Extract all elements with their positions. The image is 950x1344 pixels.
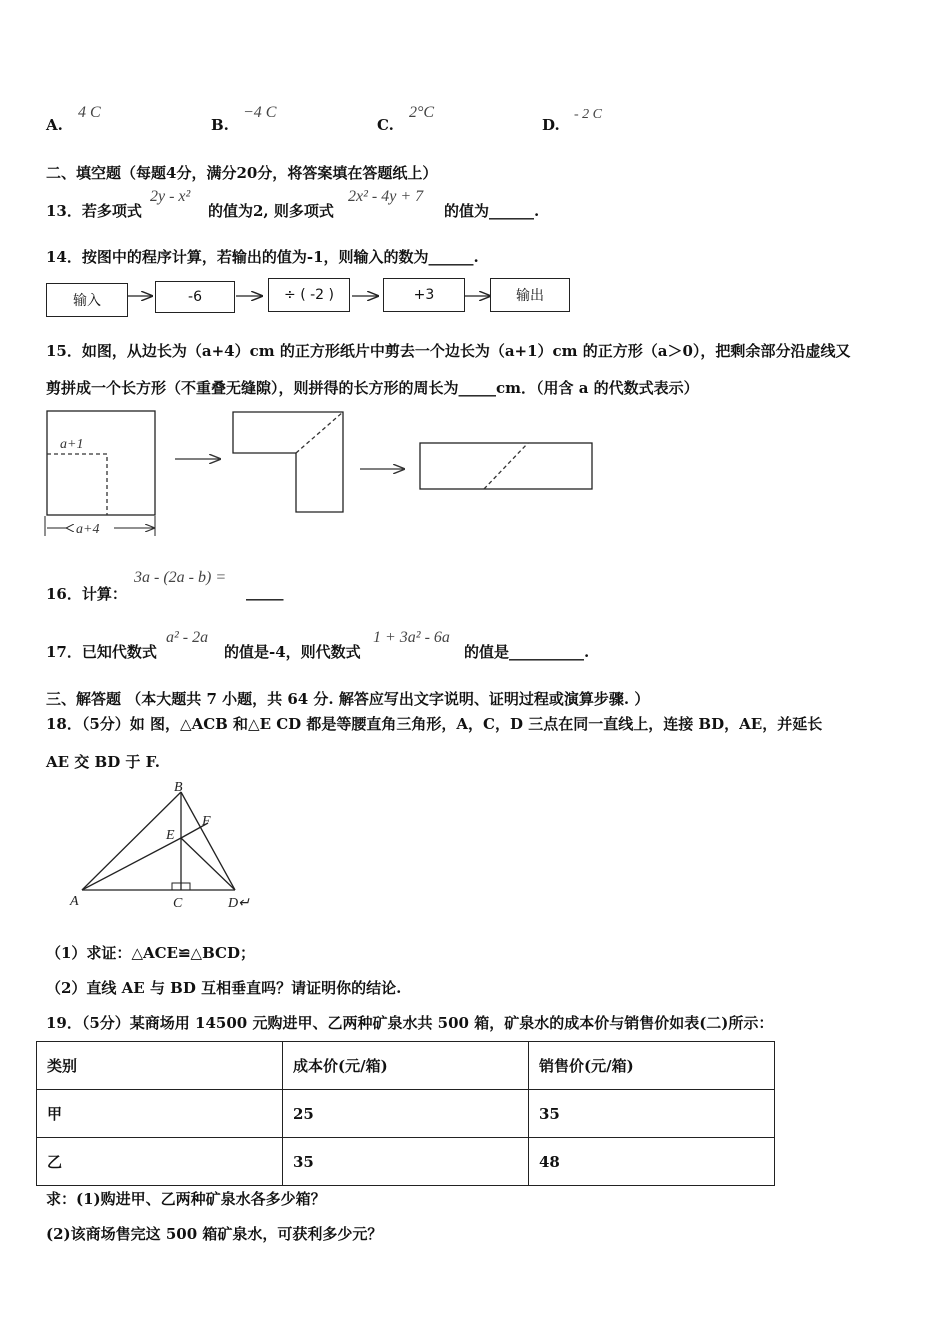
section3-heading: 三、解答题 （本大题共 7 小题，共 64 分. 解答应写出文字说明、证明过程或演算步骤. ） [46, 690, 650, 708]
outer-square [47, 411, 155, 515]
table-header-cell: 类别 [37, 1042, 283, 1090]
table-header-cell: 销售价(元/箱) [529, 1042, 775, 1090]
option-d-value: - 2 C [574, 107, 602, 122]
rectangle-cut [484, 443, 528, 489]
table-header-cell: 成本价(元/箱) [283, 1042, 529, 1090]
l-shape [233, 412, 343, 512]
q18-part2: （2）直线 AE 与 BD 互相垂直吗？请证明你的结论. [46, 979, 402, 997]
q17-mid: 的值是-4，则代数式 [224, 643, 361, 661]
q15-line2: 剪拼成一个长方形（不重叠无缝隙），则拼得的长方形的周长为_____cm．（用含 a 的代数式表示） [46, 379, 699, 397]
label-f: F [202, 814, 211, 829]
table-cell: 甲 [37, 1090, 283, 1138]
label-a-plus-4: a+4 [76, 522, 100, 537]
option-a-value: 4 C [78, 104, 101, 121]
q17-suffix: 的值是__________. [464, 643, 590, 661]
q14-text: 14．按图中的程序计算，若输出的值为-1，则输入的数为______. [46, 248, 479, 266]
q18-line1: 18．（5分）如 图，△ACB 和△E CD 都是等腰直角三角形，A，C，D 三点在同一直线上，连接 BD，AE，并延长 [46, 715, 823, 733]
flow-box-plus3: +3 [383, 278, 465, 312]
option-b-value: −4 C [243, 104, 277, 121]
flow-box-output: 输出 [490, 278, 570, 312]
q16-prefix: 16．计算： [46, 585, 127, 603]
option-d-letter: D. [542, 116, 560, 134]
q13-expr1: 2y - x² [150, 188, 191, 205]
q19-ask1: 求：(1)购进甲、乙两种矿泉水各多少箱？ [46, 1190, 326, 1208]
l-shape-cut [296, 412, 343, 453]
table-header-row [37, 1042, 775, 1090]
table-cell: 乙 [37, 1138, 283, 1186]
table-cell: 35 [283, 1138, 529, 1186]
option-c-value: 2°C [409, 104, 435, 121]
flow-box-input: 输入 [46, 283, 128, 317]
label-b: B [174, 780, 183, 795]
q19-text: 19．（5分）某商场用 14500 元购进甲、乙两种矿泉水共 500 箱，矿泉水的成本价与销售价如表(二)所示： [46, 1014, 774, 1032]
label-c: C [173, 896, 183, 911]
option-a-letter: A. [46, 116, 63, 134]
table-cell: 48 [529, 1138, 775, 1186]
table-row [37, 1138, 775, 1186]
q18-triangle-figure [60, 775, 260, 915]
q15-figure [40, 408, 600, 540]
flow-box-minus6: -6 [155, 281, 235, 313]
label-d: D↵ [228, 896, 250, 911]
q17-expr2: 1 + 3a² - 6a [373, 629, 450, 646]
q15-line1: 15．如图，从边长为（a+4）cm 的正方形纸片中剪去一个边长为（a+1）cm 的正方形（a＞0），把剩余部分沿虚线又 [46, 342, 851, 360]
option-c-letter: C. [377, 116, 394, 134]
table-row [37, 1090, 775, 1138]
q13-prefix: 13．若多项式 [46, 202, 142, 220]
q13-expr2: 2x² - 4y + 7 [348, 188, 424, 205]
q18-line2: AE 交 BD 于 F. [46, 753, 161, 771]
option-b-letter: B. [211, 116, 229, 134]
q13-mid: 的值为2, 则多项式 [208, 202, 334, 220]
q18-part1: （1）求证：△ACE≌△BCD； [46, 944, 255, 962]
inner-square-dashed [47, 454, 107, 515]
q17-prefix: 17．已知代数式 [46, 643, 157, 661]
table-cell: 25 [283, 1090, 529, 1138]
q17-expr1: a² - 2a [166, 629, 209, 646]
label-a: A [70, 894, 79, 909]
q19-ask2: (2)该商场售完这 500 箱矿泉水，可获利多少元？ [46, 1225, 383, 1243]
label-a-plus-1: a+1 [60, 437, 84, 452]
flow-box-divide: ÷ ( -2 ) [268, 278, 350, 312]
table-cell: 35 [529, 1090, 775, 1138]
q16-expr: 3a - (2a - b) = [134, 569, 227, 586]
label-e: E [166, 828, 175, 843]
q13-suffix: 的值为______. [444, 202, 540, 220]
section2-heading: 二、填空题（每题4分，满分20分，将答案填在答题纸上） [46, 164, 438, 182]
price-table [36, 1041, 775, 1186]
q16-blank: _____ [246, 583, 284, 601]
